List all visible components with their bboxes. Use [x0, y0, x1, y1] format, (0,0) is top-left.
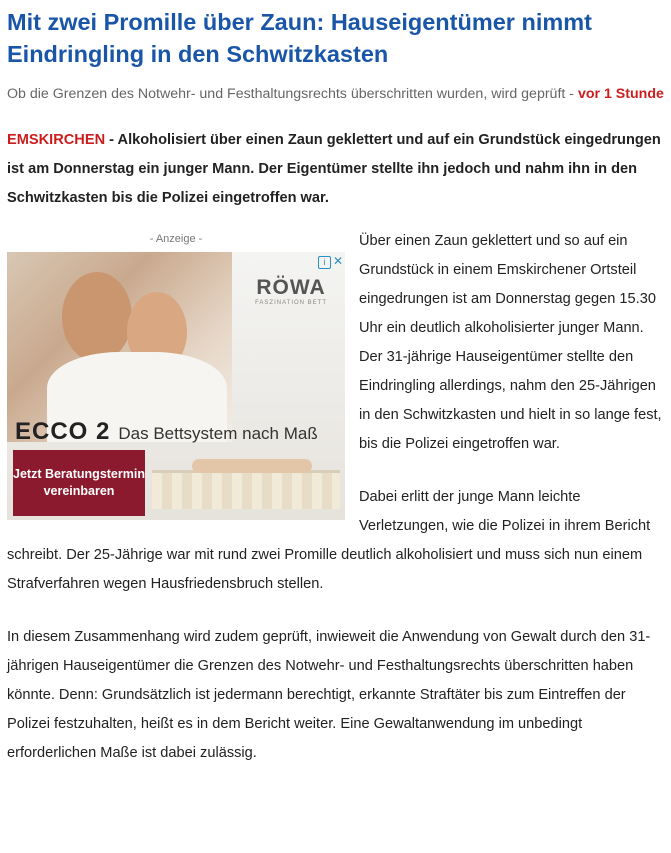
ad-product — [15, 418, 318, 446]
ad-label: - Anzeige - — [149, 233, 203, 245]
ad-brand-logo — [255, 276, 327, 306]
ad-product-text: Das Bettsystem nach Maß — [118, 424, 318, 443]
ad-product-name: ECCO 2 — [15, 418, 111, 445]
lead-text: - Alkoholisiert über einen Zaun geklettert und auf ein Grundstück eingedrungen ist am Donnerstag ein junger Mann. Der Eigentümer stellte ihn jedoch und nahm ihn in den Schwitzkasten bis die Polizei eingetroffen war. — [7, 132, 661, 206]
adchoices-close-icon[interactable]: i ✕ — [318, 254, 343, 269]
ad-banner[interactable] — [7, 252, 345, 520]
subline-text: Ob die Grenzen des Notwehr- und Festhaltungsrechts überschritten wurden, wird geprüft - — [7, 86, 574, 102]
ad-brand-name: RÖWA — [256, 276, 326, 299]
ad-cta-button[interactable]: Jetzt Beratungstermin vereinbaren — [13, 450, 145, 516]
article-lead — [7, 126, 667, 213]
advertisement — [7, 231, 345, 520]
lead-location: EMSKIRCHEN — [7, 132, 106, 148]
article-paragraph: Dabei erlitt der junge Mann leichte Verletzungen, wie die Polizei in ihrem Bericht schreibt. Der 25-Jährige war mit rund zwei Promille deutlich alkoholisiert und muss sich nun einem Strafverfahren wegen Hausfriedensbruch stellen. — [7, 489, 651, 592]
article-body — [7, 227, 667, 768]
article-paragraph: Über einen Zaun geklettert und so auf ein Grundstück in einem Emskirchener Ortsteil eingedrungen ist am Donnerstag gegen 15.30 Uhr ein deutlich alkoholisierter junger Mann. Der 31-jährige Hauseigentümer stellte den Eindringling allerdings, nahm den 25-Jährigen in den Schwitzkasten und hielt in so lange fest, bis die Polizei eingetroffen war. — [359, 233, 662, 452]
article — [0, 6, 671, 768]
ad-mattress-image — [152, 470, 340, 509]
publish-time: vor 1 Stunde — [577, 86, 664, 102]
ad-brand-tagline: FASZINATION BETT — [255, 300, 327, 306]
ad-photo — [7, 252, 232, 442]
article-headline: Mit zwei Promille über Zaun: Hauseigentümer nimmt Eindringling in den Schwitzkasten — [7, 9, 592, 67]
article-paragraph: In diesem Zusammenhang wird zudem geprüft, inwieweit die Anwendung von Gewalt durch den 31-jährigen Hauseigentümer die Grenzen des Notwehr- und Festhaltungsrechts überschritten haben könnte. Denn: Grundsätzlich ist jedermann berechtigt, erkannte Straftäter bis zum Eintreffen der Polizei festzuhalten, heißt es in dem Bericht weiter. Eine Gewaltanwendung im unbedingt erforderlichen Maße ist dabei zulässig. — [7, 629, 651, 761]
article-subline — [7, 80, 667, 108]
